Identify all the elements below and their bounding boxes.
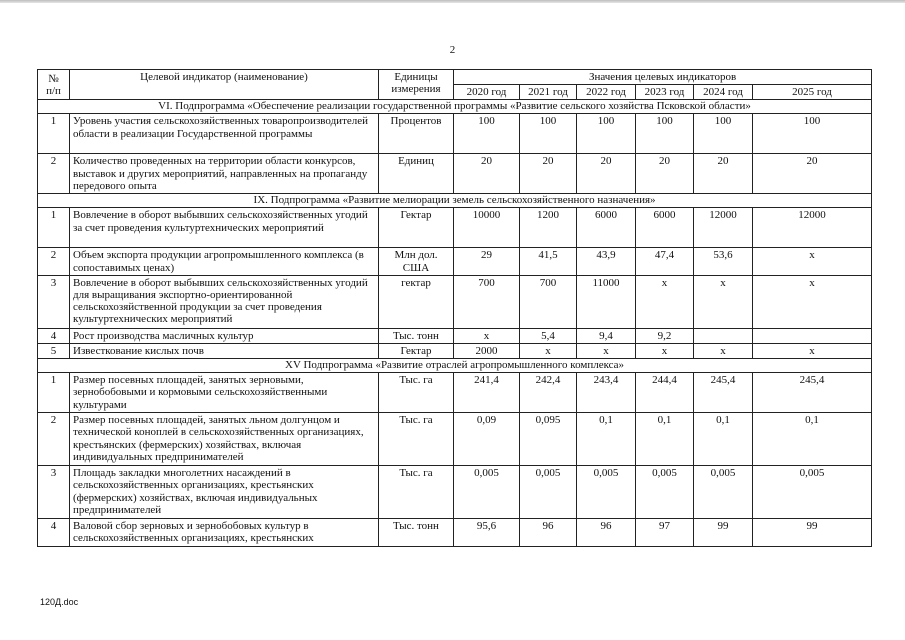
indicator-name: Рост производства масличных культур	[70, 328, 379, 343]
unit-cell: гектар	[379, 275, 454, 328]
value-cell: 43,9	[577, 248, 636, 275]
value-cell: 100	[520, 114, 577, 154]
value-cell: 12000	[753, 208, 872, 248]
page-number: 2	[449, 44, 456, 56]
value-cell: 5,4	[520, 328, 577, 343]
value-cell: х	[636, 275, 694, 328]
table-row	[38, 208, 872, 248]
table-row	[38, 344, 872, 359]
value-cell: 29	[454, 248, 520, 275]
value-cell: 0,1	[753, 413, 872, 466]
value-cell: 96	[520, 519, 577, 546]
row-number: 3	[38, 275, 70, 328]
row-number: 4	[38, 519, 70, 546]
value-cell: 95,6	[454, 519, 520, 546]
indicator-name: Количество проведенных на территории области конкурсов, выставок и других мероприятий, направленных на пропаганду передового опыта	[70, 154, 379, 194]
indicator-name: Валовой сбор зерновых и зернобобовых культур в сельскохозяйственных организациях, крестьянских	[70, 519, 379, 546]
row-number: 2	[38, 154, 70, 194]
indicator-name: Известкование кислых почв	[70, 344, 379, 359]
value-cell: 47,4	[636, 248, 694, 275]
header-year: 2021 год	[520, 85, 577, 100]
value-cell: х	[753, 275, 872, 328]
table-row	[38, 519, 872, 546]
value-cell: 244,4	[636, 373, 694, 413]
value-cell: 11000	[577, 275, 636, 328]
header-year: 2022 год	[577, 85, 636, 100]
unit-cell: Тыс. тонн	[379, 519, 454, 546]
value-cell: 20	[454, 154, 520, 194]
row-number: 2	[38, 248, 70, 275]
value-cell: 0,005	[520, 466, 577, 519]
value-cell: х	[753, 344, 872, 359]
value-cell: 0,1	[694, 413, 753, 466]
header-name: Целевой индикатор (наименование)	[70, 70, 379, 100]
value-cell: 0,005	[577, 466, 636, 519]
value-cell: 0,005	[454, 466, 520, 519]
value-cell: 243,4	[577, 373, 636, 413]
value-cell: х	[753, 248, 872, 275]
value-cell: х	[577, 344, 636, 359]
value-cell: 245,4	[753, 373, 872, 413]
header-values: Значения целевых индикаторов	[454, 70, 872, 85]
value-cell: 242,4	[520, 373, 577, 413]
value-cell: 0,095	[520, 413, 577, 466]
value-cell: 9,4	[577, 328, 636, 343]
row-number: 1	[38, 208, 70, 248]
indicator-name: Размер посевных площадей, занятых зерновыми, зернобобовыми и кормовыми сельскохозяйственными культурами	[70, 373, 379, 413]
value-cell: 700	[454, 275, 520, 328]
value-cell: 0,1	[577, 413, 636, 466]
unit-cell: Тыс. тонн	[379, 328, 454, 343]
indicator-name: Вовлечение в оборот выбывших сельскохозяйственных угодий для выращивания экспортно-ориентированной сельскохозяйственной продукции за счет проведения культуртехнических мероприятий	[70, 275, 379, 328]
value-cell: 100	[577, 114, 636, 154]
value-cell: 20	[520, 154, 577, 194]
value-cell: 100	[753, 114, 872, 154]
row-number: 3	[38, 466, 70, 519]
value-cell	[694, 328, 753, 343]
value-cell: 41,5	[520, 248, 577, 275]
table-row	[38, 154, 872, 194]
value-cell: 9,2	[636, 328, 694, 343]
header-year: 2024 год	[694, 85, 753, 100]
table-row	[38, 275, 872, 328]
table-row	[38, 373, 872, 413]
indicators-table	[37, 69, 872, 547]
section-title: VI. Подпрограмма «Обеспечение реализации государственной программы «Развитие сельского хозяйства Псковской области»	[38, 100, 872, 114]
value-cell: 0,09	[454, 413, 520, 466]
value-cell: х	[520, 344, 577, 359]
value-cell: 20	[753, 154, 872, 194]
table-row	[38, 413, 872, 466]
header-num: № п/п	[38, 70, 70, 100]
value-cell: 10000	[454, 208, 520, 248]
value-cell: 6000	[636, 208, 694, 248]
value-cell: 97	[636, 519, 694, 546]
indicator-name: Вовлечение в оборот выбывших сельскохозяйственных угодий за счет проведения культуртехнических мероприятий	[70, 208, 379, 248]
value-cell: х	[636, 344, 694, 359]
section-title: XV Подпрограмма «Развитие отраслей агропромышленного комплекса»	[38, 359, 872, 373]
table-row	[38, 248, 872, 275]
table-row	[38, 328, 872, 343]
value-cell: 100	[694, 114, 753, 154]
value-cell: 0,005	[636, 466, 694, 519]
value-cell: 1200	[520, 208, 577, 248]
table-row	[38, 466, 872, 519]
value-cell: 0,1	[636, 413, 694, 466]
header-year: 2025 год	[753, 85, 872, 100]
value-cell: 245,4	[694, 373, 753, 413]
section-title: IX. Подпрограмма «Развитие мелиорации земель сельскохозяйственного назначения»	[38, 194, 872, 208]
value-cell: 100	[636, 114, 694, 154]
value-cell: 0,005	[753, 466, 872, 519]
unit-cell: Млн дол. США	[379, 248, 454, 275]
value-cell: 241,4	[454, 373, 520, 413]
unit-cell: Гектар	[379, 208, 454, 248]
scan-edge	[0, 0, 905, 3]
indicator-name: Объем экспорта продукции агропромышленного комплекса (в сопоставимых ценах)	[70, 248, 379, 275]
value-cell: 6000	[577, 208, 636, 248]
unit-cell: Тыс. га	[379, 413, 454, 466]
row-number: 1	[38, 114, 70, 154]
value-cell: х	[454, 328, 520, 343]
indicator-name: Уровень участия сельскохозяйственных товаропроизводителей области в реализации Государственной программы	[70, 114, 379, 154]
file-name-footer: 120Д.doc	[40, 597, 79, 607]
header-year: 2020 год	[454, 85, 520, 100]
unit-cell: Процентов	[379, 114, 454, 154]
row-number: 5	[38, 344, 70, 359]
value-cell: 20	[636, 154, 694, 194]
section-row	[38, 359, 872, 373]
value-cell	[753, 328, 872, 343]
row-number: 2	[38, 413, 70, 466]
value-cell: 2000	[454, 344, 520, 359]
section-row	[38, 100, 872, 114]
value-cell: 100	[454, 114, 520, 154]
value-cell: х	[694, 275, 753, 328]
value-cell: 0,005	[694, 466, 753, 519]
value-cell: 700	[520, 275, 577, 328]
value-cell: 53,6	[694, 248, 753, 275]
value-cell: х	[694, 344, 753, 359]
indicator-name: Размер посевных площадей, занятых льном долгунцом и технической коноплей в сельскохозяйственных организациях, крестьянских (фермерских) хозяйствах, включая индивидуальных предпринимателей	[70, 413, 379, 466]
unit-cell: Тыс. га	[379, 466, 454, 519]
row-number: 4	[38, 328, 70, 343]
section-row	[38, 194, 872, 208]
value-cell: 20	[577, 154, 636, 194]
table-header-row	[38, 70, 872, 85]
value-cell: 20	[694, 154, 753, 194]
value-cell: 99	[753, 519, 872, 546]
value-cell: 12000	[694, 208, 753, 248]
unit-cell: Гектар	[379, 344, 454, 359]
indicator-name: Площадь закладки многолетних насаждений в сельскохозяйственных организациях, крестьянских (фермерских) хозяйствах, включая индивидуальных предпринимателей	[70, 466, 379, 519]
table-row	[38, 114, 872, 154]
header-units: Единицы измерения	[379, 70, 454, 100]
header-year: 2023 год	[636, 85, 694, 100]
value-cell: 99	[694, 519, 753, 546]
unit-cell: Тыс. га	[379, 373, 454, 413]
unit-cell: Единиц	[379, 154, 454, 194]
row-number: 1	[38, 373, 70, 413]
value-cell: 96	[577, 519, 636, 546]
